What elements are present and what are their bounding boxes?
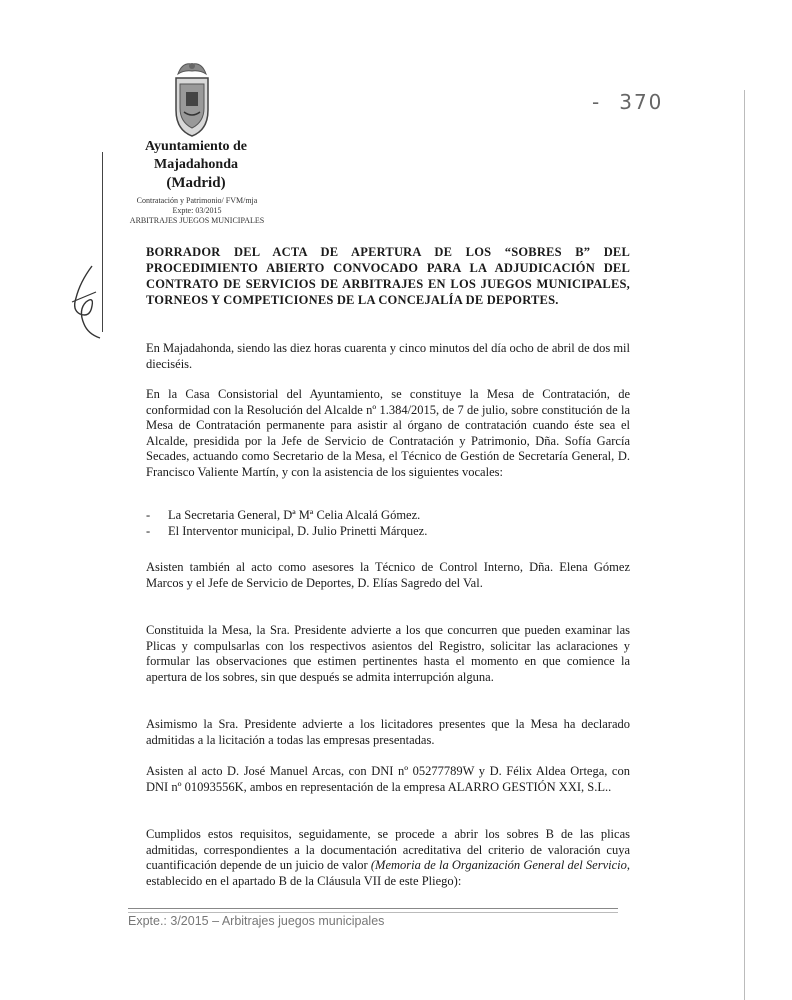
organization-name	[132, 138, 260, 192]
vocales-list	[146, 508, 630, 539]
file-reference	[122, 196, 272, 226]
org-line-3: (Madrid)	[166, 175, 226, 191]
list-item: - El Interventor municipal, D. Julio Prinetti Márquez.	[146, 524, 630, 540]
paragraph-attendees: Asisten al acto D. José Manuel Arcas, con DNI nº 05277789W y D. Félix Aldea Ortega, con DNI nº 01093556K, ambos en representación de la empresa ALARRO GESTIÓN XXI, S.L..	[146, 764, 630, 794]
org-line-2: Majadahonda	[153, 157, 239, 172]
paragraph-opening	[146, 827, 630, 889]
right-edge-line	[744, 90, 745, 1000]
opening-text-start: Cumplidos estos requisitos, seguidamente, se procede a abrir los sobres B de las plicas admitidas, correspondientes a la documentación acreditativa del criterio de valoración cuya cuantificación depende de un juicio de valor	[146, 827, 630, 872]
paragraph-admission: Asimismo la Sra. Presidente advierte a los licitadores presentes que la Mesa ha declarado admitidas a la licitación a todas las empresas presentadas.	[146, 717, 630, 747]
ref-line-1: Contratación y Patrimonio/ FVM/mja	[136, 196, 258, 205]
page-number-dash: -	[592, 90, 602, 114]
handwritten-signature	[66, 262, 106, 342]
page-footer: Expte.: 3/2015 – Arbitrajes juegos municipales	[128, 914, 385, 928]
ref-line-2: Expte: 03/2015	[172, 206, 222, 215]
org-line-1: Ayuntamiento de	[144, 139, 248, 154]
document-title: BORRADOR DEL ACTA DE APERTURA DE LOS “SOBRES B” DEL PROCEDIMIENTO ABIERTO CONVOCADO PARA LA ADJUDICACIÓN DEL CONTRATO DE SERVICIOS DE ARBITRAJES EN LOS JUEGOS MUNICIPALES, TORNEOS Y COMPETICIONES DE LA CONCEJALÍA DE DEPORTES.	[146, 245, 630, 307]
opening-text-italic: (Memoria de la Organización General del Servicio	[370, 858, 627, 872]
opening-text-end: , establecido en el apartado B de la Cláusula VII de este Pliego):	[146, 858, 630, 888]
paragraph-constitution: En la Casa Consistorial del Ayuntamiento, se constituye la Mesa de Contratación, de conformidad con la Resolución del Alcalde nº 1.384/2015, de 7 de julio, sobre constitución de la Mesa de Contratación permanente para asistir al órgano de contratación cuando éste sea el Alcalde, presidida por la Jefe de Servicio de Contratación y Patrimonio, Dña. Sofía García Secades, actuando como Secretario de la Mesa, el Técnico de Gestión de Secretaría General, D. Francisco Valiente Martín, y con la asistencia de los siguientes vocales:	[146, 387, 630, 479]
ref-line-3: ARBITRAJES JUEGOS MUNICIPALES	[129, 216, 265, 225]
coat-of-arms-logo	[170, 60, 214, 138]
paragraph-plicas: Constituida la Mesa, la Sra. Presidente advierte a los que concurren que pueden examinar las Plicas y compulsarlas con los respectivos asientos del Registro, solicitar las aclaraciones y formular las observaciones que estimen pertinentes hasta el momento en que comience la apertura de los sobres, sin que después se admita interrupción alguna.	[146, 623, 630, 684]
paragraph-date: En Majadahonda, siendo las diez horas cuarenta y cinco minutos del día ocho de abril de dos mil dieciséis.	[146, 341, 630, 371]
paragraph-advisors: Asisten también al acto como asesores la Técnico de Control Interno, Dña. Elena Gómez Marcos y el Jefe de Servicio de Deportes, D. Elías Sagredo del Val.	[146, 560, 630, 590]
page-number-stamp	[592, 90, 663, 114]
page-number: 370	[619, 90, 664, 114]
list-item: - La Secretaria General, Dª Mª Celia Alcalá Gómez.	[146, 508, 630, 524]
footer-divider	[128, 908, 618, 913]
